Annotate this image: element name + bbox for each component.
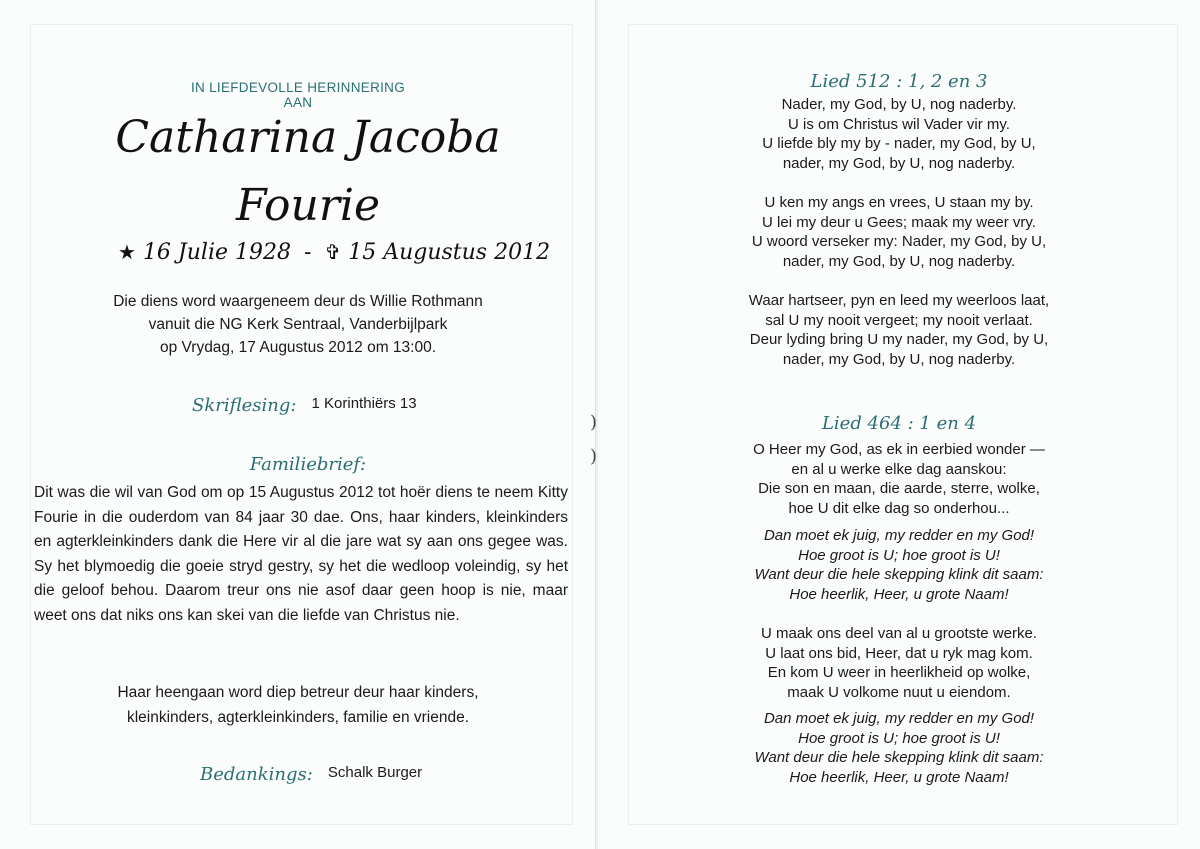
verse-line: Deur lyding bring U my nader, my God, by U,	[749, 331, 1049, 349]
deceased-surname: Fourie	[235, 180, 381, 231]
life-dates	[118, 240, 550, 265]
hymn-464-chorus-2	[598, 709, 1200, 787]
left-page	[0, 0, 596, 849]
verse-line: Waar hartseer, pyn en leed my weerloos laat,	[748, 292, 1050, 309]
hymn-512-verse-3	[598, 291, 1200, 369]
verse-line: nader, my God, by U, nog naderby.	[782, 154, 1016, 172]
scripture-value: 1 Korinthiërs 13	[311, 395, 417, 412]
verse-line: U ken my angs en vrees, U staan my by.	[764, 194, 1034, 211]
closing-line: kleinkinders, agterkleinkinders, familie en vriende.	[126, 709, 470, 726]
verse-line: nader, my God, by U, nog naderby.	[782, 350, 1016, 368]
hymn-464-verse-4	[598, 624, 1200, 702]
scripture-reading	[192, 395, 417, 416]
closing-line: Haar heengaan word diep betreur deur haar kinders,	[117, 684, 479, 701]
memorial-heading-aan: AAN	[283, 95, 313, 110]
verse-line: U maak ons deel van al u grootste werke.	[761, 625, 1037, 642]
thanks-value: Schalk Burger	[327, 764, 423, 781]
verse-line: hoe U dit elke dag so onderhou...	[788, 499, 1010, 517]
verse-line: nader, my God, by U, nog naderby.	[782, 252, 1016, 270]
verse-line: Dan moet ek juig, my redder en my God!	[763, 527, 1035, 544]
family-letter: Dit was die wil van God om op 15 Augustus 2012 tot hoër diens te neem Kitty Fourie in die ouderdom van 84 jaar 30 dae. Ons, haar kinders, kleinkinders en agterkleinkinders dank die Here vir al die jare wat sy aan ons gegee was. Sy het blymoedig die goeie stryd gestry, sy het die wedloop voleindig, sy het die geloof behou. Daarom treur ons nie asof daar geen hoop is nie, maar weet ons dat niks ons kan skei van die liefde van Christus nie.	[34, 484, 568, 624]
family-letter-heading: Familiebrief:	[249, 454, 367, 475]
fold-mark: )	[590, 446, 598, 467]
verse-line: U is om Christus wil Vader vir my.	[788, 115, 1010, 133]
hymn-464-verse-1	[598, 440, 1200, 518]
verse-line: O Heer my God, as ek in eerbied wonder —	[753, 441, 1045, 458]
hymn-512-title: Lied 512 : 1, 2 en 3	[810, 71, 988, 92]
service-line: vanuit die NG Kerk Sentraal, Vanderbijlpark	[148, 316, 448, 333]
verse-line: U woord verseker my: Nader, my God, by U,	[751, 233, 1047, 251]
service-details	[0, 290, 596, 359]
verse-line: Want deur die hele skepping klink dit saam:	[754, 566, 1044, 584]
verse-line: Hoe groot is U; hoe groot is U!	[798, 546, 1000, 564]
cross-icon: ✞	[324, 240, 342, 264]
verse-line: En kom U weer in heerlikheid op wolke,	[767, 664, 1031, 682]
date-separator: -	[304, 240, 312, 265]
service-line: op Vrydag, 17 Augustus 2012 om 13:00.	[159, 339, 437, 356]
verse-line: en al u werke elke dag aanskou:	[791, 460, 1007, 478]
hymn-464-title: Lied 464 : 1 en 4	[821, 413, 977, 434]
verse-line: Want deur die hele skepping klink dit saam:	[754, 749, 1044, 767]
verse-line: Hoe heerlik, Heer, u grote Naam!	[789, 585, 1009, 603]
hymn-464-chorus-1	[598, 526, 1200, 604]
verse-line: U laat ons bid, Heer, dat u ryk mag kom.	[765, 644, 1033, 662]
birth-date: 16 Julie 1928	[142, 240, 291, 265]
fold-mark: )	[590, 412, 598, 433]
verse-line: Nader, my God, by U, nog naderby.	[781, 96, 1017, 113]
closing-text	[0, 680, 596, 730]
death-date: 15 Augustus 2012	[348, 240, 551, 265]
verse-line: sal U my nooit vergeet; my nooit verlaat.	[765, 311, 1033, 329]
hymn-512-verse-1	[598, 95, 1200, 173]
verse-line: Hoe groot is U; hoe groot is U!	[798, 729, 1000, 747]
verse-line: maak U volkome nuut u eiendom.	[787, 683, 1011, 701]
acknowledgements	[200, 764, 422, 785]
star-icon: ★	[118, 240, 136, 264]
deceased-first-names: Catharina Jacoba	[115, 112, 501, 163]
verse-line: U liefde bly my by - nader, my God, by U,	[762, 135, 1036, 153]
verse-line: Hoe heerlik, Heer, u grote Naam!	[789, 768, 1009, 786]
memorial-heading: IN LIEFDEVOLLE HERINNERING	[190, 80, 406, 95]
thanks-label: Bedankings:	[200, 764, 313, 785]
scripture-label: Skriflesing:	[192, 395, 297, 416]
verse-line: Die son en maan, die aarde, sterre, wolke,	[758, 480, 1040, 498]
verse-line: U lei my deur u Gees; maak my weer vry.	[762, 213, 1036, 231]
service-line: Die diens word waargeneem deur ds Willie Rothmann	[113, 293, 483, 310]
hymn-512-verse-2	[598, 193, 1200, 271]
verse-line: Dan moet ek juig, my redder en my God!	[763, 710, 1035, 727]
